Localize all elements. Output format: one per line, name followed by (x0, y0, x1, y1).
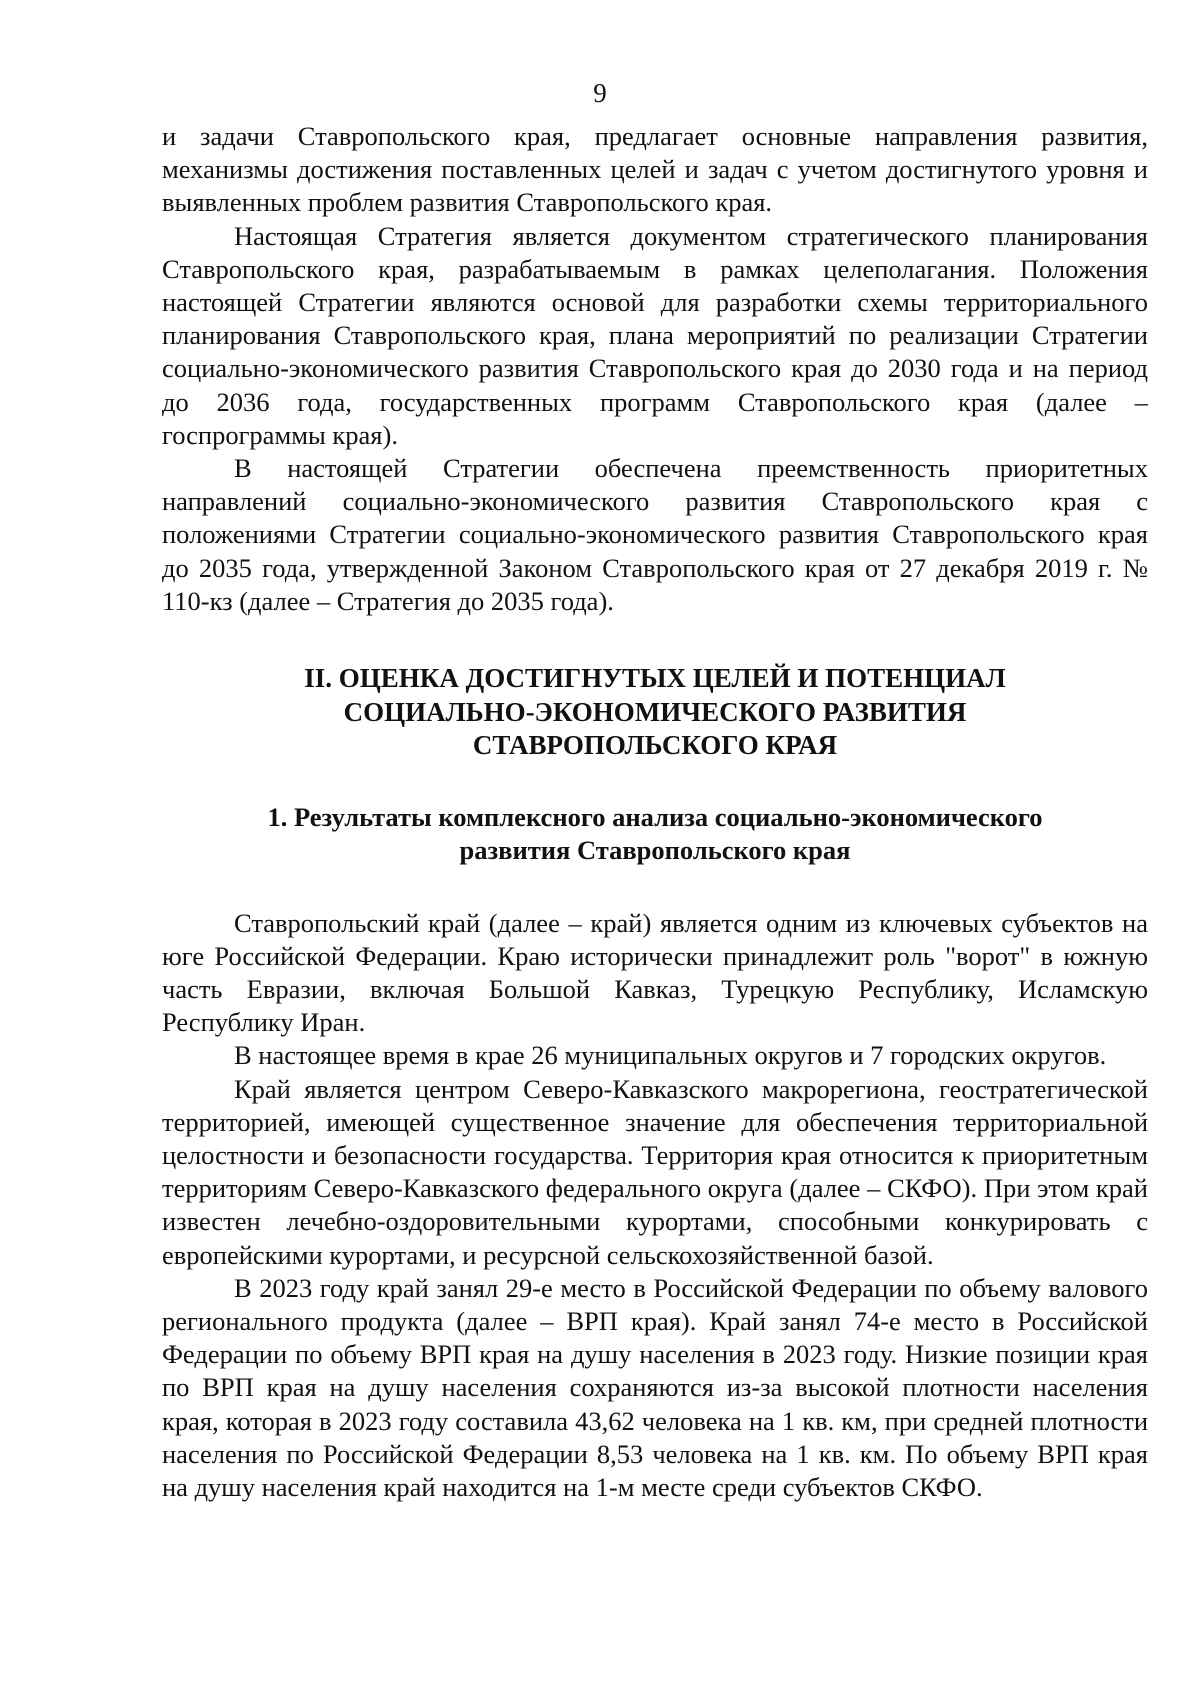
document-body (162, 120, 1148, 1504)
paragraph-strategy-purpose: Настоящая Стратегия является документом стратегического планирования Ставропольского края, разрабатываемым в рамках целеполагания. Положения настоящей Стратегии являются основой для разработки схемы территориального планирования Ставропольского края, плана мероприятий по реализации Стратегии социально-экономического развития Ставропольского края до 2030 года и на период до 2036 года, государственных программ Ставропольского края (далее – госпрограммы края). (162, 220, 1148, 450)
paragraph-grp: В 2023 году край занял 29-е место в Российской Федерации по объему валового регионального продукта (далее – ВРП края). Край занял 74-е место в Российской Федерации по объему ВРП края на душу населения в 2023 году. Низкие позиции края по ВРП края на душу населения сохраняются из-за высокой плотности населения края, которая в 2023 году составила 43,62 человека на 1 кв. км, при средней плотности населения по Российской Федерации 8,53 человека на 1 кв. км. По объему ВРП края на душу населения край находится на 1-м месте среди субъектов СКФО. (162, 1272, 1148, 1502)
section-title: II. ОЦЕНКА ДОСТИГНУТЫХ ЦЕЛЕЙ И ПОТЕНЦИАЛ СОЦИАЛЬНО-ЭКОНОМИЧЕСКОГО РАЗВИТИЯ СТАВРОПОЛЬСКОГО КРАЯ (304, 663, 1006, 761)
paragraph-municipalities: В настоящее время в крае 26 муниципальных округов и 7 городских округов. (234, 1040, 1107, 1071)
subsection-title: 1. Результаты комплексного анализа социально-экономического развития Ставропольского края (267, 801, 1043, 865)
spacer (162, 867, 1148, 907)
paragraph-geostrategic: Край является центром Северо-Кавказского макрорегиона, геостратегической территорией, имеющей существенное значение для обеспечения территориальной целостности и безопасности государства. Территория края относится к приоритетным территориям Северо-Кавказского федерального округа (далее – СКФО). При этом край известен лечебно-оздоровительными курортами, способными конкурировать с европейскими курортами, и ресурсной сельскохозяйственной базой. (162, 1073, 1148, 1270)
paragraph-continuation: и задачи Ставропольского края, предлагает основные направления развития, механизмы достижения поставленных целей и задач с учетом достигнутого уровня и выявленных проблем развития Ставропольского края. (162, 121, 1148, 218)
page-number: 9 (593, 78, 607, 108)
paragraph-continuity: В настоящей Стратегии обеспечена преемственность приоритетных направлений социально-экономического развития Ставропольского края с положениями Стратегии социально-экономического развития Ставропольского края до 2035 года, утвержденной Законом Ставропольского края от 27 декабря 2019 г. № 110-кз (далее – Стратегия до 2035 года). (162, 453, 1148, 616)
paragraph-region-overview: Ставропольский край (далее – край) является одним из ключевых субъектов на юге Российской Федерации. Краю исторически принадлежит роль "ворот" в южную часть Евразии, включая Большой Кавказ, Турецкую Республику, Исламскую Республику Иран. (162, 907, 1148, 1038)
